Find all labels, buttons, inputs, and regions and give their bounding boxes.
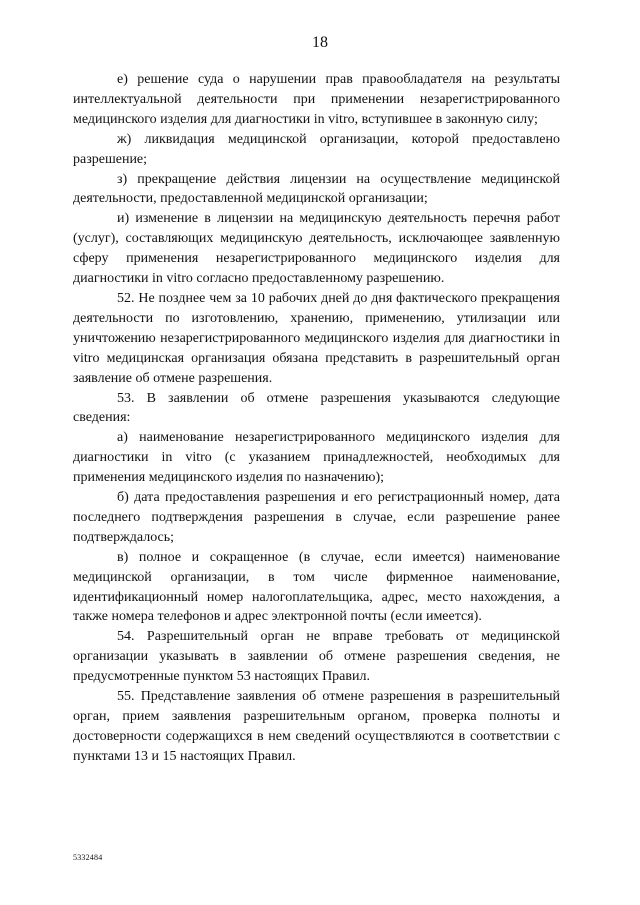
paragraph-a: а) наименование незарегистрированного медицинского изделия для диагностики in vitro (с указанием принадлежностей, необходимых для применения медицинского изделия по назначению); [73,430,560,486]
paragraph-v: в) полное и сокращенное (в случае, если имеется) наименование медицинской организации, в том числе фирменное наименование, идентификационный номер налогоплательщика, адрес, место нахождения, а также номера телефонов и адрес электронной почты (если имеется). [73,549,560,625]
paragraph-55: 55. Представление заявления об отмене разрешения в разрешительный орган, прием заявления разрешительным органом, проверка полноты и достоверности содержащихся в нем сведений осуществляются в соответствии с пунктами 13 и 15 настоящих Правил. [73,689,560,764]
paragraph-52: 52. Не позднее чем за 10 рабочих дней до дня фактического прекращения деятельности по изготовлению, хранению, применению, утилизации или уничтожению незарегистрированного медицинского изделия для диагностики in vitro медицинская организация обязана представить в разрешительный орган заявление об отмене разрешения. [73,290,560,386]
paragraph-54: 54. Разрешительный орган не вправе требовать от медицинской организации указывать в заявлении об отмене разрешения сведения, не предусмотренные пунктом 53 настоящих Правил. [73,629,560,685]
paragraph-53: 53. В заявлении об отмене разрешения указываются следующие сведения: [73,390,560,426]
paragraph-e: е) решение суда о нарушении прав правообладателя на результаты интеллектуальной деятельности при применении незарегистрированного медицинского изделия для диагностики in vitro, вступившее в законную силу; [73,72,560,127]
document-code: 5332484 [73,853,103,862]
document-body [73,70,560,767]
paragraph-z: з) прекращение действия лицензии на осуществление медицинской деятельности, предоставленной медицинской организации; [73,171,560,207]
paragraph-zh: ж) ликвидация медицинской организации, которой предоставлено разрешение; [73,131,560,167]
paragraph-i: и) изменение в лицензии на медицинскую деятельность перечня работ (услуг), составляющих медицинскую деятельность, исключающее заявленную сферу применения незарегистрированного медицинского изделия для диагностики in vitro согласно предоставленному разрешению. [73,211,560,287]
page-number: 18 [312,34,328,51]
paragraph-b: б) дата предоставления разрешения и его регистрационный номер, дата последнего подтверждения разрешения в случае, если разрешение ранее подтверждалось; [73,490,560,545]
